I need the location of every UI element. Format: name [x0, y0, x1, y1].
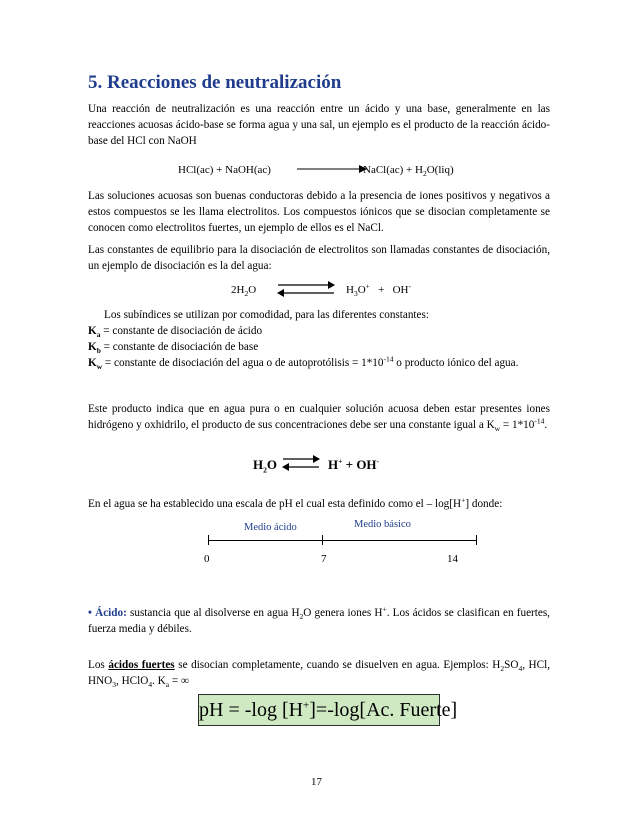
kb-definition: $K_b$ = constante de disociación de base [88, 341, 259, 356]
constants-intro: Los subíndices se utilizan por comodidad, para las diferentes constantes: [104, 309, 429, 321]
scale-tick-14 [476, 535, 477, 545]
strong-acids-paragraph: Los ácidos fuertes se disocian completamente, cuando se disuelven en agua. Ejemplos: $H_2SO_4$, HCl, $HNO_3$, HClO$_4$. $K_a$ = ∞ [88, 659, 551, 690]
ionic-product-paragraph: Este producto indica que en agua pura o en cualquier solución acuosa deben estar presentes iones hidrógeno y oxhidrilo, el producto de sus concentraciones debe ser una constante igual a $K_w = 1*10^{-14}$. [88, 403, 550, 434]
reaction3-right: H+ + OH- [328, 456, 380, 472]
acid-definition: • Ácido: sustancia que al disolverse en agua $H_2O$ genera iones H+. Los ácidos se clasifican en fuertes, fuerza media y débiles. [88, 604, 550, 635]
intro-paragraph: Una reacción de neutralización es una reacción entre un ácido y una base, generalmente en las reacciones acuosas ácido-base se forma agua y una sal, un ejemplo es el producto de la reacción ácido-base del HCl con NaOH [88, 103, 550, 147]
scale-tick-0 [208, 535, 209, 545]
reaction2-right: $H_3O^+$ + OH- [346, 281, 411, 299]
kw-definition: $K_w$ = constante de disociación del agua o de autoprotólisis = $1*10^{-14}$ o producto iónico del agua. [88, 354, 519, 372]
reaction3-left: $H_2O$ [253, 457, 277, 475]
electrolytes-paragraph: Las soluciones acuosas son buenas conductoras debido a la presencia de iones positivos y negativos a estos compuestos se les llama electrolitos. Los compuestos iónicos que se disocian completamente se conocen como electrolitos fuertes, un ejemplo de ellos es el NaCl. [88, 190, 550, 234]
reaction1-left: HCl(ac) + NaOH(ac) [178, 164, 271, 176]
section-title: 5. Reacciones de neutralización [88, 72, 342, 93]
ph-scale-line [208, 540, 476, 541]
reaction2-left: $2H_2O$ [231, 284, 257, 299]
acid-medium-label: Medio ácido [244, 522, 297, 533]
equilibrium-arrow-icon [276, 280, 336, 298]
ph-scale-paragraph: En el agua se ha establecido una escala de pH el cual esta definido como el – log[H+] donde: [88, 495, 503, 510]
scale-tick-7 [322, 535, 323, 545]
reaction1-arrow-icon [297, 163, 367, 175]
scale-label-7: 7 [321, 553, 327, 565]
scale-label-0: 0 [204, 553, 210, 565]
equilibrium-arrow-2-icon [281, 454, 321, 472]
page-number: 17 [311, 776, 322, 788]
ph-formula-box: pH = -log [H+]=-log[Ac. Fuerte] [198, 694, 440, 726]
dissociation-paragraph: Las constantes de equilibrio para la disociación de electrolitos son llamadas constantes de disociación, un ejemplo de disociación es la del agua: [88, 244, 550, 272]
scale-label-14: 14 [447, 553, 458, 565]
base-medium-label: Medio básico [354, 519, 411, 530]
reaction1-right: NaCl(ac) + $H_2O(liq)$ [363, 164, 454, 179]
ka-definition: $K_a$ = constante de disociación de ácido [88, 325, 263, 340]
